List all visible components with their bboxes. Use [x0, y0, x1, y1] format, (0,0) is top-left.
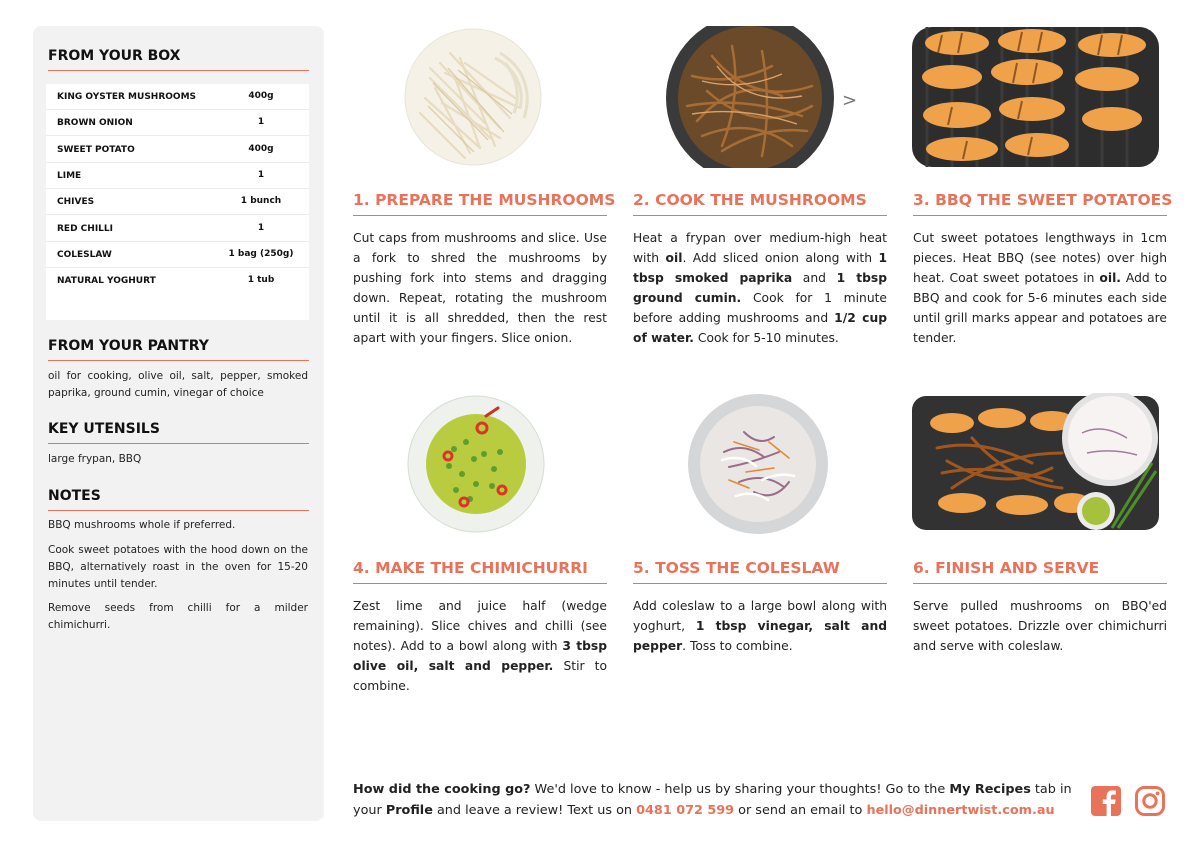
footer-contact-link[interactable]: hello@dinnertwist.com.au: [866, 803, 1055, 818]
facebook-icon[interactable]: [1090, 785, 1122, 817]
step-4-body: [353, 596, 607, 696]
box-item-qty: 400g: [248, 91, 274, 101]
step-1-body: [353, 228, 607, 348]
footer-text: My Recipes: [949, 782, 1031, 797]
step-text: Add coleslaw to a large bowl along with yoghurt,: [633, 599, 887, 633]
footer-text: tab in your: [353, 782, 1072, 818]
from-your-pantry-title: FROM YOUR PANTRY: [48, 338, 309, 361]
box-item-name: BROWN ONION: [57, 118, 133, 129]
step-text: Cut sweet potatoes lengthways in 1cm pieces. Heat BBQ (see notes) over high heat. Coat sweet potatoes in: [913, 231, 1167, 285]
step-1-title: 1. PREPARE THE MUSHROOMS: [353, 191, 607, 216]
step-text: Cut caps from mushrooms and slice. Use a fork to shred the mushrooms by pushing fork into stems and dragging down. Repeat, rotating the mushroom until it is all shredded, then the rest apart with your fingers. Slice onion.: [353, 231, 607, 345]
step-text: Serve pulled mushrooms on BBQ'ed sweet potatoes. Drizzle over chimichurri and serve with coleslaw.: [913, 599, 1167, 653]
box-item-row: [46, 216, 309, 242]
step-text-bold: 1/2 cup of water.: [633, 311, 887, 345]
step-text-bold: oil: [665, 251, 683, 265]
coleslaw-bowl-photo: [684, 392, 832, 536]
key-utensils-title: KEY UTENSILS: [48, 421, 309, 444]
step-text: . Add sliced onion along with: [682, 251, 879, 265]
from-your-box-title: FROM YOUR BOX: [48, 48, 309, 71]
step-text: Heat a frypan over medium-high heat with: [633, 231, 887, 265]
box-item-qty: 1 bag (250g): [228, 248, 294, 259]
box-item-qty: 1 tub: [247, 275, 275, 286]
box-item-name: KING OYSTER MUSHROOMS: [57, 92, 197, 102]
step-2-title: 2. COOK THE MUSHROOMS: [633, 191, 887, 216]
step-text: Stir to combine.: [353, 659, 608, 693]
step-text: Zest lime and juice half (wedge remaining). Slice chives and chilli (see notes). Add to a bowl along with: [353, 599, 607, 653]
ingredients-sidebar: [33, 26, 324, 821]
note-item: BBQ mushrooms whole if preferred.: [48, 519, 236, 531]
shredded-mushroom-photo: [400, 28, 546, 166]
pantry-text: oil for cooking, olive oil, salt, pepper, smoked paprika, ground cumin, vinegar of choice: [48, 370, 308, 399]
box-item-name: RED CHILLI: [57, 223, 113, 234]
step-5-body: [633, 596, 887, 656]
step-text-bold: 3 tbsp olive oil, salt and pepper.: [353, 639, 608, 673]
box-item-row: [46, 137, 309, 163]
utensils-text: large frypan, BBQ: [48, 453, 142, 465]
note-item: Remove seeds from chilli for a milder chimichurri.: [48, 602, 308, 631]
footer-text: Profile: [385, 803, 433, 818]
step-2-body: [633, 228, 887, 348]
step-5-title: 5. TOSS THE COLESLAW: [633, 559, 887, 584]
box-item-row: [46, 189, 309, 215]
step-3-body: [913, 228, 1167, 348]
step-text-bold: oil.: [1099, 271, 1121, 285]
footer-text: and leave a review! Text us on: [432, 803, 637, 818]
footer-text: How did the cooking go?: [353, 782, 531, 797]
note-item: Cook sweet potatoes with the hood down on the BBQ, alternatively roast in the oven for 15-20 minutes until tender.: [48, 544, 308, 590]
svg-text:>: >: [842, 90, 858, 111]
box-item-name: LIME: [57, 170, 82, 181]
finished-dish-photo: [912, 393, 1159, 533]
box-item-row: [46, 242, 309, 268]
box-item-qty: 400g: [248, 143, 274, 154]
step-6-title: 6. FINISH AND SERVE: [913, 559, 1167, 584]
box-item-row: [46, 163, 309, 189]
frypan-mushrooms-photo: [662, 26, 882, 168]
bbq-sweet-potato-photo: [912, 27, 1159, 167]
step-6-body: [913, 596, 1167, 656]
box-item-name: CHIVES: [57, 197, 95, 208]
box-item-name: COLESLAW: [57, 249, 112, 260]
instagram-icon[interactable]: [1134, 785, 1166, 817]
box-item-name: NATURAL YOGHURT: [57, 276, 156, 287]
notes-title: NOTES: [48, 488, 309, 511]
step-text: Add to BBQ and cook for 5-6 minutes each side until grill marks appear and potatoes are tender.: [913, 271, 1167, 345]
step-3-title: 3. BBQ THE SWEET POTATOES: [913, 191, 1167, 216]
box-item-qty: 1 bunch: [240, 196, 282, 207]
step-text: Cook for 5-10 minutes.: [693, 331, 839, 345]
step-text-bold: 1 tbsp ground cumin.: [633, 271, 888, 305]
box-item-row: [46, 268, 309, 294]
box-item-qty: 1: [257, 169, 265, 180]
box-item-row: [46, 84, 309, 110]
box-item-qty: 1: [257, 117, 265, 128]
box-item-name: SWEET POTATO: [57, 144, 135, 155]
from-your-box-table: [46, 84, 309, 320]
footer-contact-link[interactable]: 0481 072 599: [636, 803, 735, 818]
footer-text: or send an email to: [734, 803, 867, 818]
step-text-bold: 1 tbsp vinegar, salt and pepper: [633, 619, 888, 653]
step-text: . Toss to combine.: [682, 639, 793, 653]
box-item-qty: 1: [257, 222, 265, 233]
step-text: Cook for 1 minute before adding mushrooms and: [633, 291, 888, 325]
chimichurri-bowl-photo: [404, 394, 548, 534]
box-item-row: [46, 110, 309, 136]
step-text: and: [792, 271, 837, 285]
footer-text: We'd love to know - help us by sharing your thoughts! Go to the: [530, 782, 950, 797]
step-4-title: 4. MAKE THE CHIMICHURRI: [353, 559, 607, 584]
step-text-bold: 1 tbsp smoked paprika: [633, 251, 887, 285]
feedback-footer: [353, 779, 1073, 821]
